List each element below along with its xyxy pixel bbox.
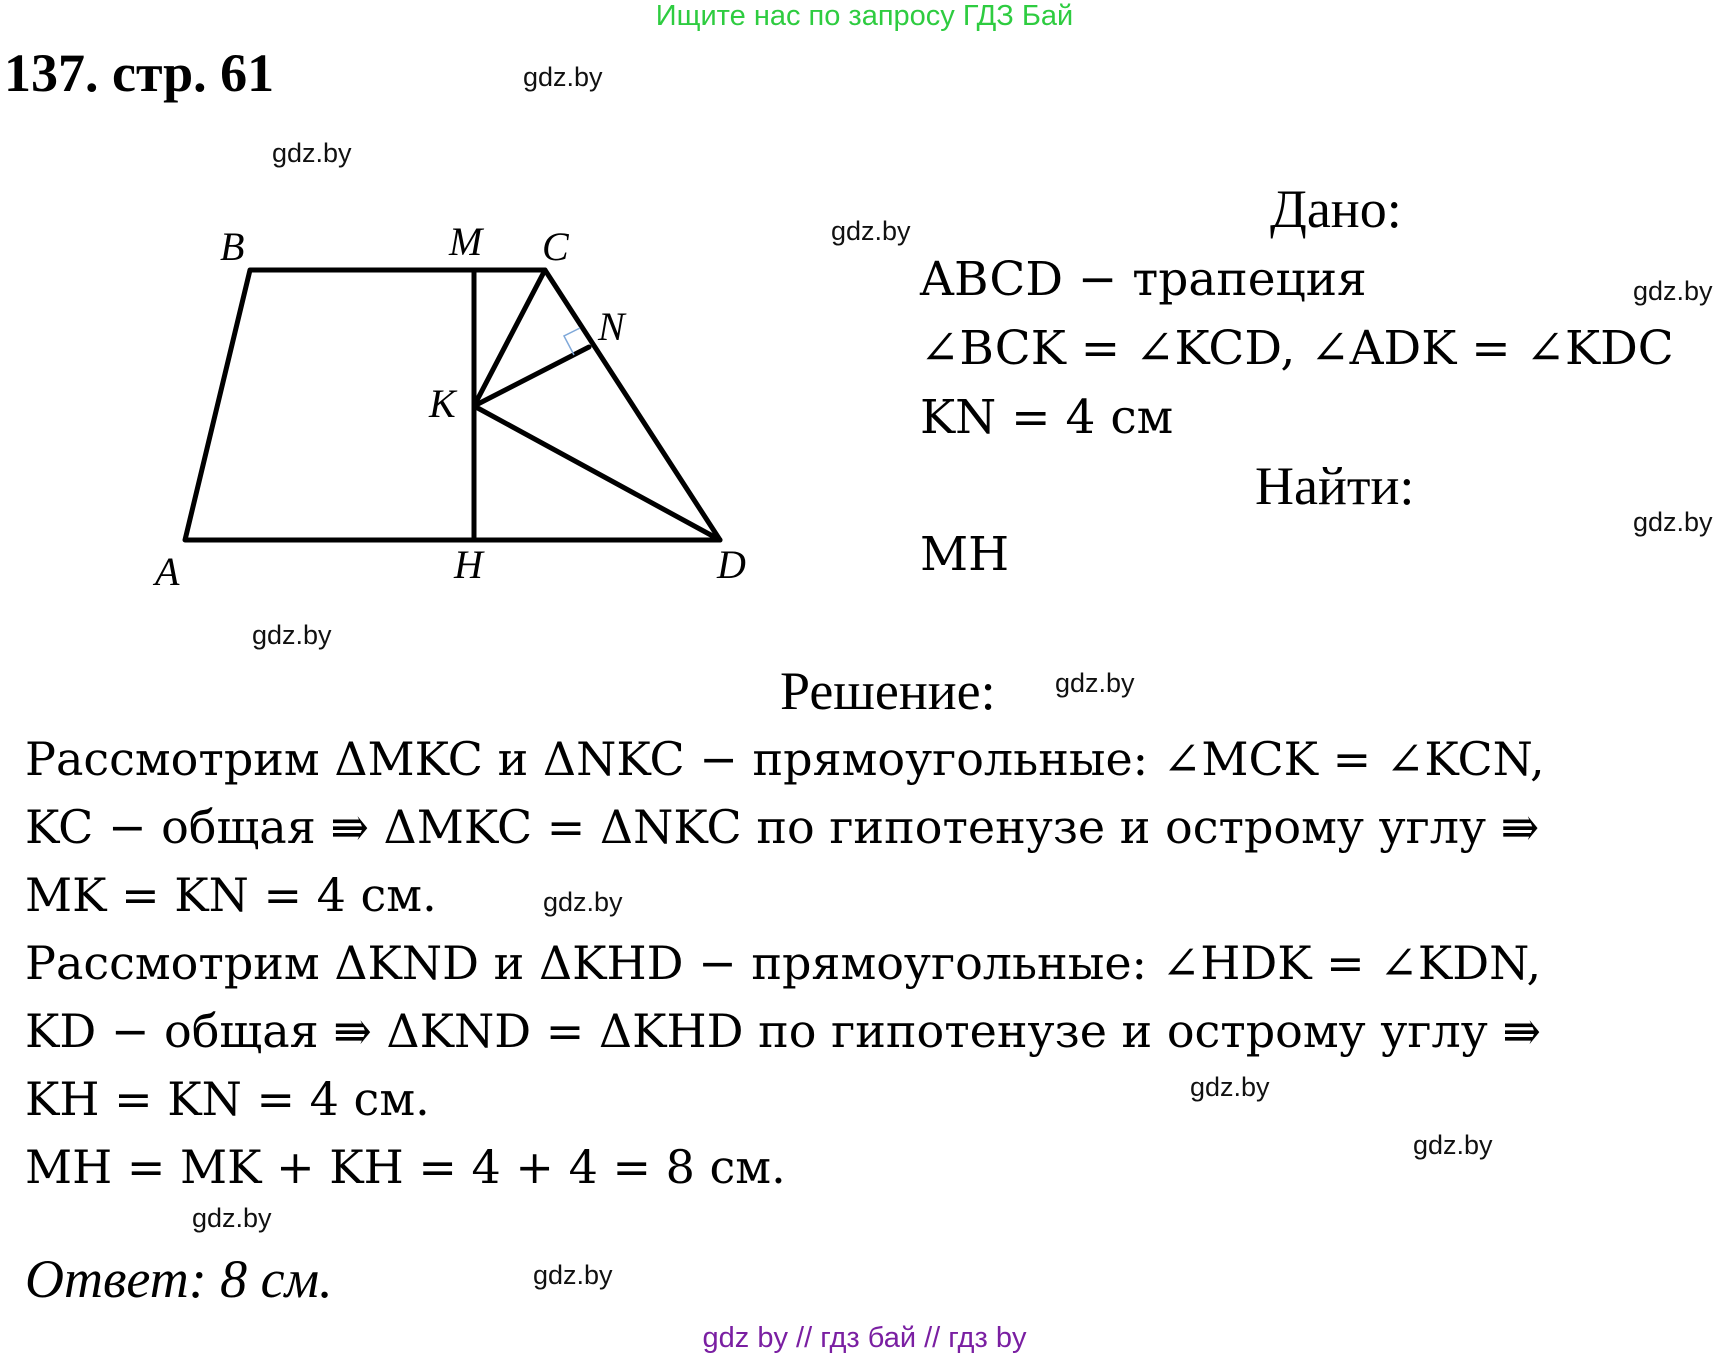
watermark: gdz.by (1190, 1072, 1270, 1102)
trapezoid-diagram (140, 210, 780, 614)
solution-title: Решение: (780, 661, 996, 721)
watermark: gdz.by (1633, 507, 1713, 537)
given-title: Дано: (1270, 179, 1402, 239)
point-label-c: C (542, 224, 569, 269)
point-label-h: H (454, 542, 483, 587)
point-label-a: A (155, 549, 180, 594)
watermark: gdz.by (831, 216, 911, 246)
problem-heading: 137. стр. 61 (4, 43, 275, 103)
find-title: Найти: (1255, 456, 1415, 516)
find-value: MH (920, 527, 1010, 582)
solution-line-1: Рассмотрим ΔMKC и ΔNKC − прямоугольные: ∠MCK = ∠KCN, (25, 732, 1545, 786)
watermark: gdz.by (533, 1260, 613, 1290)
solution-line-5: KD − общая ⇛ ΔKND = ΔKHD по гипотенузе и острому углу ⇛ (25, 1004, 1541, 1058)
watermark: gdz.by (252, 620, 332, 650)
watermark: gdz.by (543, 887, 623, 917)
watermark: gdz.by (523, 62, 603, 92)
watermark: gdz.by (1055, 668, 1135, 698)
solution-line-7: MH = MK + KH = 4 + 4 = 8 см. (25, 1140, 786, 1194)
given-line-2: ∠BCK = ∠KCD, ∠ADK = ∠KDC (920, 321, 1674, 376)
given-line-3: KN = 4 см (920, 390, 1174, 445)
solution-line-3: MK = KN = 4 см. (25, 868, 437, 922)
watermark: gdz.by (1413, 1130, 1493, 1160)
top-banner: Ищите нас по запросу ГДЗ Бай (655, 0, 1074, 32)
point-label-b: B (220, 224, 245, 269)
watermark: gdz.by (192, 1203, 272, 1233)
watermark: gdz.by (1633, 276, 1713, 306)
footer-links: gdz by // гдз бай // гдз by (702, 1322, 1027, 1354)
point-label-m: M (449, 219, 483, 264)
given-line-1: ABCD − трапеция (920, 252, 1367, 307)
solution-line-6: KH = KN = 4 см. (25, 1072, 430, 1126)
point-label-k: K (429, 381, 456, 426)
solution-line-4: Рассмотрим ΔKND и ΔKHD − прямоугольные: ∠HDK = ∠KDN, (25, 936, 1542, 990)
segment-kd (474, 406, 720, 540)
watermark: gdz.by (272, 138, 352, 168)
diagram-svg (140, 210, 780, 610)
point-label-n: N (598, 304, 625, 349)
point-label-d: D (717, 542, 746, 587)
solution-line-2: KC − общая ⇛ ΔMKC = ΔNKC по гипотенузе и острому углу ⇛ (25, 800, 1540, 854)
answer: Ответ: 8 см. (25, 1249, 333, 1309)
